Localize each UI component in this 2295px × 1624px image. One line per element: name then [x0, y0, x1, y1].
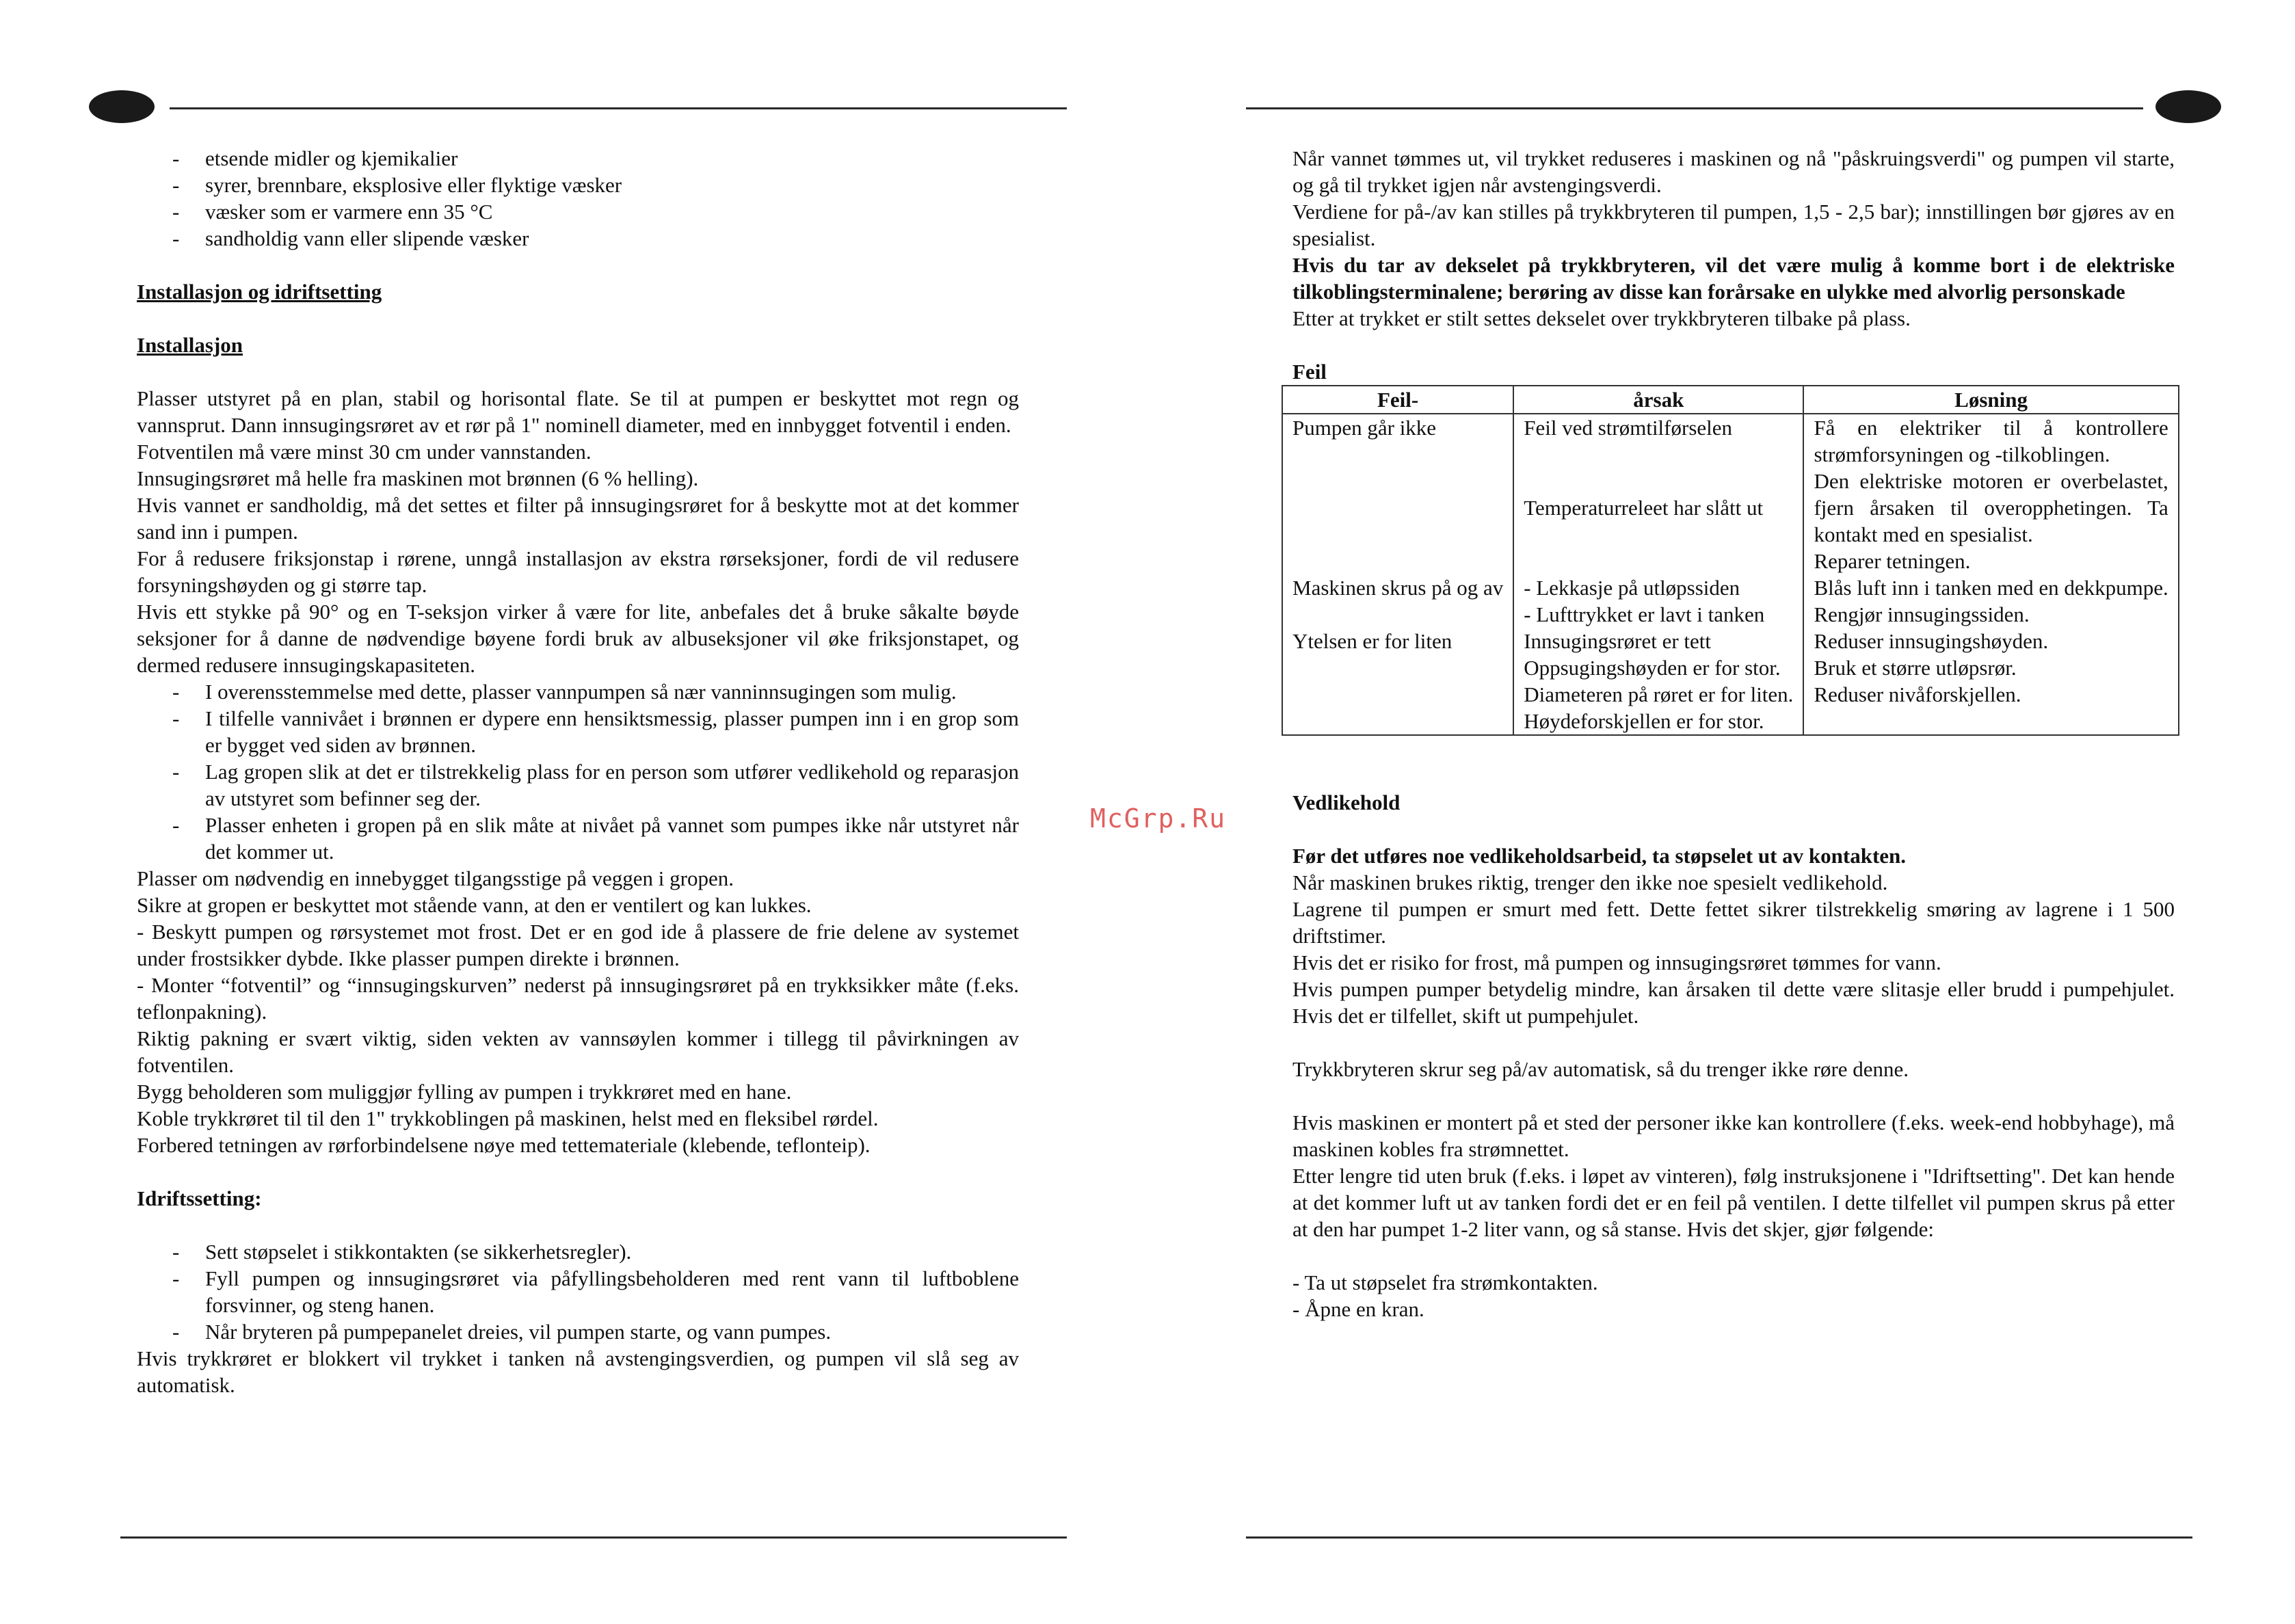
- heading-faults: Feil: [1292, 360, 1327, 384]
- paragraph: Trykkbryteren skrur seg på/av automatisk, så du trenger ikke røre denne.: [1292, 1057, 1909, 1081]
- step-item: - Ta ut støpselet fra strømkontakten.: [1292, 1270, 1598, 1294]
- solution-text: Blås luft inn i tanken med en dekkpumpe. Rengjør innsugingssiden. Reduser innsugingshøyden. Bruk et større utløpsrør. Reduser nivåforskjellen.: [1814, 576, 2168, 706]
- list-item: - Sett støpselet i stikkontakten (se sikkerhetsregler).: [137, 1238, 1019, 1265]
- paragraph: Når maskinen brukes riktig, trenger den ikke noe spesielt vedlikehold.: [1292, 870, 1888, 894]
- paragraph: Etter lengre tid uten bruk (f.eks. i løpet av vinteren), følg instruksjonene i "Idriftsetting". Det kan hende at det kommer luft ut av tanken fordi det er en feil på ventilen. I dette tilfellet vil pumpen skrus på etter at den har pumpet 1-2 liter vann, og så stanse. Hvis det skjer, gjør følgende:: [1292, 1164, 2175, 1241]
- placement-list: [137, 678, 1019, 865]
- paragraph: Riktig pakning er svært viktig, siden vekten av vannsøylen kommer i tillegg til påvirkningen av fotventilen.: [137, 1026, 1019, 1077]
- list-item: - etsende midler og kjemikalier: [137, 145, 1019, 172]
- maintenance-warning: Før det utføres noe vedlikeholdsarbeid, ta støpselet ut av kontakten.: [1292, 844, 1907, 868]
- fault-text: Ytelsen er for liten: [1292, 629, 1452, 653]
- watermark: McGrp.Ru: [1090, 803, 1227, 834]
- list-item: - væsker som er varmere enn 35 °C: [137, 198, 1019, 225]
- paragraph: Plasser om nødvendig en innebygget tilgangsstige på veggen i gropen.: [137, 866, 734, 890]
- paragraph: Hvis pumpen pumper betydelig mindre, kan årsaken til dette være slitasje eller brudd i pumpehjulet. Hvis det er tilfellet, skift ut pumpehjulet.: [1292, 977, 2175, 1028]
- solution-text: Den elektriske motoren er overbelastet, fjern årsaken til overopphetingen. Ta kontakt med en spesialist.: [1814, 469, 2168, 546]
- column-header: årsak: [1513, 386, 1803, 414]
- paragraph: - Monter “fotventil” og “innsugingskurven” nederst på innsugingsrøret på en trykksikker måte (f.eks. teflonpakning).: [137, 973, 1019, 1024]
- page-marker-left: [89, 90, 155, 123]
- top-rule-right: [1246, 107, 2143, 109]
- list-item: - I overensstemmelse med dette, plasser vannpumpen så nær vanninnsugingen som mulig.: [137, 678, 1019, 705]
- solution-text: Reparer tetningen.: [1814, 549, 1971, 573]
- column-header: Feil-: [1282, 386, 1513, 414]
- paragraph: Innsugingsrøret må helle fra maskinen mot brønnen (6 % helling).: [137, 466, 699, 490]
- paragraph: Lagrene til pumpen er smurt med fett. Dette fettet sikrer tilstrekkelig smøring av lagrene i 1 500 driftstimer.: [1292, 897, 2175, 948]
- paragraph: Verdiene for på-/av kan stilles på trykkbryteren til pumpen, 1,5 - 2,5 bar); innstillingen bør gjøres av en spesialist.: [1292, 200, 2175, 250]
- fault-text: Pumpen går ikke: [1292, 416, 1437, 440]
- cause-text: Feil ved strømtilførselen: [1524, 416, 1733, 440]
- table-row: [1282, 414, 2179, 735]
- paragraph: Sikre at gropen er beskyttet mot stående vann, at den er ventilert og kan lukkes.: [137, 893, 812, 917]
- heading-commissioning: Idriftssetting:: [137, 1186, 262, 1210]
- page-marker-right: [2155, 90, 2221, 123]
- cause-text: Innsugingsrøret er tett Oppsugingshøyden er for stor. Diameteren på røret er for liten. Høydeforskjellen er for stor.: [1524, 629, 1794, 733]
- cause-text: - Lekkasje på utløpssiden - Lufttrykket er lavt i tanken: [1524, 576, 1765, 626]
- table-cell: [1282, 414, 1513, 735]
- heading-installation-commissioning: Installasjon og idriftsetting: [137, 280, 382, 304]
- paragraph: Bygg beholderen som muliggjør fylling av pumpen i trykkrøret med en hane.: [137, 1080, 792, 1104]
- bottom-rule-right: [1246, 1536, 2192, 1539]
- list-item: - I tilfelle vannivået i brønnen er dypere enn hensiktsmessig, plasser pumpen inn i en grop som er bygget ved siden av brønnen.: [137, 705, 1019, 758]
- list-item: - Når bryteren på pumpepanelet dreies, vil pumpen starte, og vann pumpes.: [137, 1318, 1019, 1345]
- paragraph: Etter at trykket er stilt settes dekselet over trykkbryteren tilbake på plass.: [1292, 306, 1911, 330]
- bottom-rule-left: [120, 1536, 1067, 1539]
- list-item: - Lag gropen slik at det er tilstrekkelig plass for en person som utfører vedlikehold og reparasjon av utstyret som befinner seg der.: [137, 758, 1019, 812]
- solution-text: Få en elektriker til å kontrollere strømforsyningen og -tilkoblingen.: [1814, 416, 2168, 466]
- paragraph: Hvis maskinen er montert på et sted der personer ikke kan kontrollere (f.eks. week-end hobbyhage), må maskinen kobles fra strømnettet.: [1292, 1110, 2175, 1161]
- paragraph: Plasser utstyret på en plan, stabil og horisontal flate. Se til at pumpen er beskyttet mot regn og vannsprut. Dann innsugingsrøret av et rør på 1" nominell diameter, med en innbygget fotventil i enden.: [137, 386, 1019, 437]
- paragraph: - Beskytt pumpen og rørsystemet mot frost. Det er en god ide å plassere de frie delene av systemet under frostsikker dybde. Ikke plasser pumpen direkte i brønnen.: [137, 920, 1019, 970]
- heading-installation: Installasjon: [137, 333, 243, 357]
- paragraph: Forbered tetningen av rørforbindelsene nøye med tettemateriale (klebende, teflonteip).: [137, 1133, 871, 1157]
- fault-table: [1282, 385, 2179, 736]
- step-item: - Åpne en kran.: [1292, 1297, 1424, 1321]
- list-item: - Plasser enheten i gropen på en slik måte at nivået på vannet som pumpes ikke når utstyret når det kommer ut.: [137, 812, 1019, 865]
- paragraph: Koble trykkrøret til til den 1" trykkoblingen på maskinen, helst med en fleksibel rørdel.: [137, 1106, 879, 1130]
- commissioning-steps: [137, 1238, 1019, 1345]
- paragraph: Hvis trykkrøret er blokkert vil trykket i tanken nå avstengingsverdien, og pumpen vil slå seg av automatisk.: [137, 1346, 1019, 1397]
- paragraph: Hvis vannet er sandholdig, må det settes et filter på innsugingsrøret for å beskytte mot at det kommer sand inn i pumpen.: [137, 493, 1019, 544]
- safety-warning: Hvis du tar av dekselet på trykkbryteren, vil det være mulig å komme bort i de elektriske tilkoblingsterminalene; berøring av disse kan forårsake en ulykke med alvorlig personskade: [1292, 253, 2175, 304]
- table-cell: [1513, 414, 1803, 735]
- cause-text: Temperaturreleet har slått ut: [1524, 496, 1764, 520]
- list-item: - Fyll pumpen og innsugingsrøret via påfyllingsbeholderen med rent vann til luftboblene forsvinner, og steng hanen.: [137, 1265, 1019, 1318]
- paragraph: For å redusere friksjonstap i rørene, unngå installasjon av ekstra rørseksjoner, fordi de vil redusere forsyningshøyden og gi større tap.: [137, 546, 1019, 597]
- top-rule-left: [170, 107, 1067, 109]
- right-page: [1292, 145, 2175, 1322]
- fault-text: Maskinen skrus på og av: [1292, 576, 1504, 600]
- table-header-row: [1282, 386, 2179, 414]
- paragraph: Hvis ett stykke på 90° og en T-seksjon virker å være for lite, anbefales det å bruke såkalte bøyde seksjoner for å danne de nødvendige bøyene fordi bruk av albuseksjoner vil øke friksjonstapet, og dermed redusere innsugingskapasiteten.: [137, 600, 1019, 677]
- list-item: - syrer, brennbare, eksplosive eller flyktige væsker: [137, 172, 1019, 198]
- list-item: - sandholdig vann eller slipende væsker: [137, 225, 1019, 252]
- paragraph: Fotventilen må være minst 30 cm under vannstanden.: [137, 440, 592, 464]
- excluded-liquids-list: [137, 145, 1019, 252]
- heading-maintenance: Vedlikehold: [1292, 790, 1401, 814]
- left-page: [137, 145, 1019, 1398]
- table-cell: [1803, 414, 2178, 735]
- column-header: Løsning: [1803, 386, 2178, 414]
- paragraph: Hvis det er risiko for frost, må pumpen og innsugingsrøret tømmes for vann.: [1292, 950, 1941, 974]
- paragraph: Når vannet tømmes ut, vil trykket reduseres i maskinen og nå "påskruingsverdi" og pumpen vil starte, og gå til trykket igjen når avstengingsverdi.: [1292, 146, 2175, 197]
